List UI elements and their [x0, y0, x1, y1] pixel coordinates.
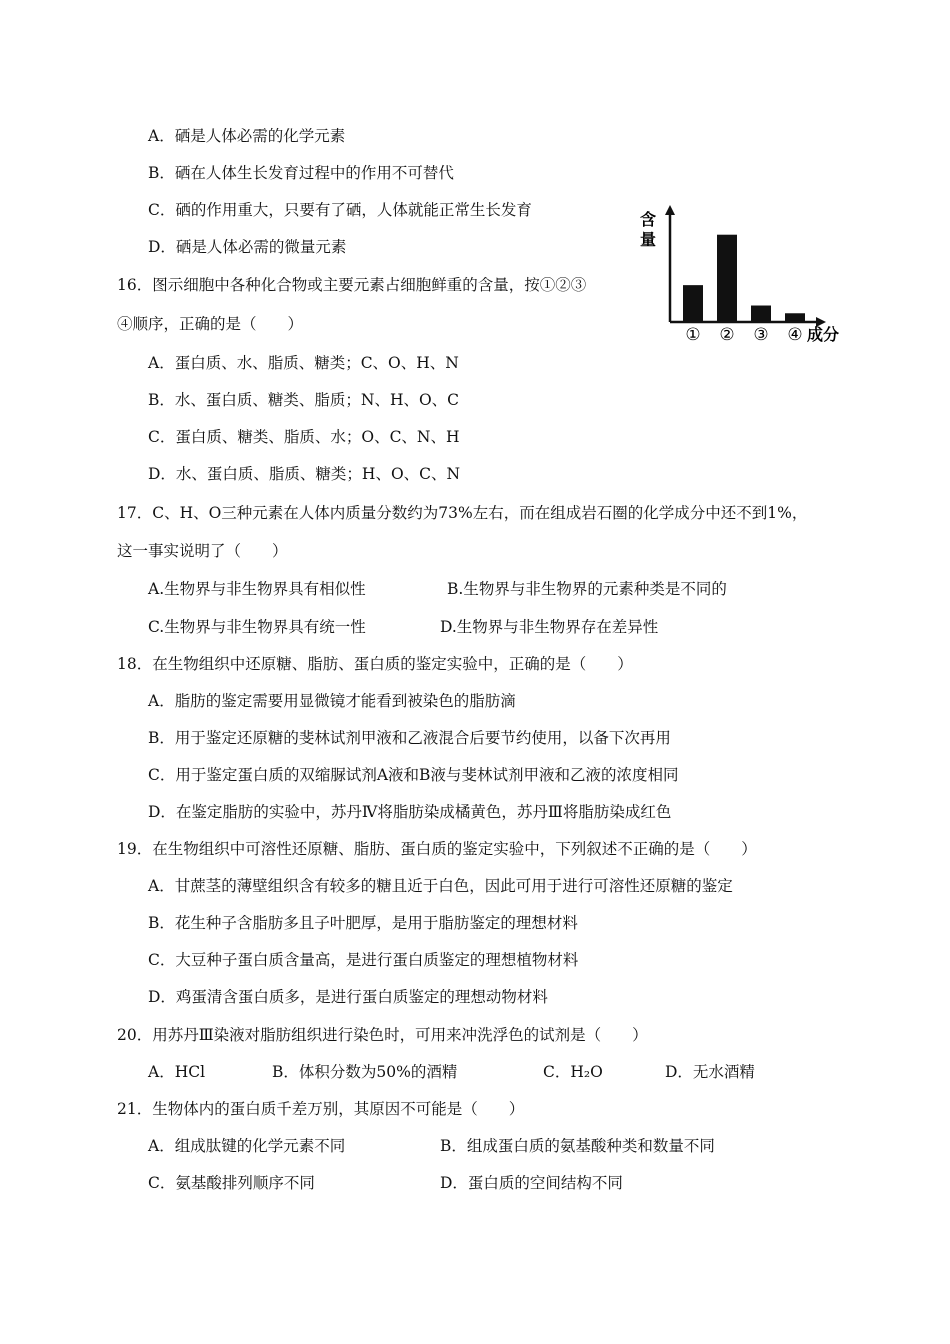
q19-stem: 19．在生物组织中可溶性还原糖、脂肪、蛋白质的鉴定实验中，下列叙述不正确的是（ ） — [117, 840, 757, 858]
y-axis-label-top: 含 — [640, 210, 657, 229]
q16-option-a: A．蛋白质、水、脂质、糖类；C、O、H、N — [148, 354, 459, 372]
q18-option-b: B．用于鉴定还原糖的斐林试剂甲液和乙液混合后要节约使用，以备下次再用 — [148, 729, 671, 747]
bar-1 — [683, 285, 703, 322]
q17-stem-line2: 这一事实说明了（ ） — [117, 542, 288, 560]
q21-option-b: B．组成蛋白质的氨基酸种类和数量不同 — [440, 1137, 715, 1155]
y-axis-arrow — [665, 205, 675, 215]
q21-option-c: C．氨基酸排列顺序不同 — [148, 1174, 315, 1192]
q20-option-b: B．体积分数为50%的酒精 — [272, 1063, 458, 1081]
q16-option-b: B．水、蛋白质、糖类、脂质；N、H、O、C — [148, 391, 460, 409]
y-axis-label-bottom: 量 — [640, 230, 657, 249]
x-tick-label-1: ① — [685, 325, 701, 345]
q17-option-c: C.生物界与非生物界具有统一性 — [148, 618, 366, 636]
q17-option-b: B.生物界与非生物界的元素种类是不同的 — [447, 580, 727, 598]
compound-content-bar-chart — [636, 205, 848, 355]
q15-option-d: D．硒是人体必需的微量元素 — [148, 238, 347, 256]
x-tick-label-3: ③ — [753, 325, 769, 345]
q19-option-c: C．大豆种子蛋白质含量高，是进行蛋白质鉴定的理想植物材料 — [148, 951, 579, 969]
q16-option-d: D．水、蛋白质、脂质、糖类；H、O、C、N — [148, 465, 461, 483]
q19-option-d: D．鸡蛋清含蛋白质多，是进行蛋白质鉴定的理想动物材料 — [148, 988, 548, 1006]
q18-option-d: D．在鉴定脂肪的实验中，苏丹Ⅳ将脂肪染成橘黄色，苏丹Ⅲ将脂肪染成红色 — [148, 803, 672, 821]
q19-option-a: A．甘蔗茎的薄壁组织含有较多的糖且近于白色，因此可用于进行可溶性还原糖的鉴定 — [148, 877, 733, 895]
q20-option-d: D．无水酒精 — [665, 1063, 755, 1081]
x-tick-label-4: ④ — [787, 325, 803, 345]
q15-option-b: B．硒在人体生长发育过程中的作用不可替代 — [148, 164, 454, 182]
q16-option-c: C．蛋白质、糖类、脂质、水；O、C、N、H — [148, 428, 460, 446]
q15-option-a: A．硒是人体必需的化学元素 — [148, 127, 346, 145]
q20-option-c: C．H₂O — [543, 1063, 603, 1081]
bar-3 — [751, 306, 771, 322]
q19-option-b: B．花生种子含脂肪多且子叶肥厚，是用于脂肪鉴定的理想材料 — [148, 914, 578, 932]
bar-4 — [785, 313, 805, 322]
q18-stem: 18．在生物组织中还原糖、脂肪、蛋白质的鉴定实验中，正确的是（ ） — [117, 655, 633, 673]
q16-stem-line2: ④顺序，正确的是（ ） — [117, 315, 304, 333]
q20-stem: 20．用苏丹Ⅲ染液对脂肪组织进行染色时，可用来冲洗浮色的试剂是（ ） — [117, 1026, 648, 1044]
x-tick-label-2: ② — [719, 325, 735, 345]
q17-stem-line1: 17．C、H、O三种元素在人体内质量分数约为73%左右，而在组成岩石圈的化学成分中还不到1%， — [117, 504, 808, 522]
q17-option-a: A.生物界与非生物界具有相似性 — [148, 580, 366, 598]
q20-option-a: A．HCl — [148, 1063, 206, 1081]
q16-stem-line1: 16．图示细胞中各种化合物或主要元素占细胞鲜重的含量，按①②③ — [117, 276, 587, 294]
q15-option-c: C．硒的作用重大，只要有了硒，人体就能正常生长发育 — [148, 201, 532, 219]
q21-option-a: A．组成肽键的化学元素不同 — [148, 1137, 346, 1155]
q21-option-d: D．蛋白质的空间结构不同 — [440, 1174, 623, 1192]
q18-option-a: A．脂肪的鉴定需要用显微镜才能看到被染色的脂肪滴 — [148, 692, 516, 710]
q21-stem: 21．生物体内的蛋白质千差万别，其原因不可能是（ ） — [117, 1100, 525, 1118]
q17-option-d: D.生物界与非生物界存在差异性 — [440, 618, 659, 636]
bar-2 — [717, 235, 737, 322]
x-axis-label: 成分 — [807, 325, 840, 344]
q18-option-c: C．用于鉴定蛋白质的双缩脲试剂A液和B液与斐林试剂甲液和乙液的浓度相同 — [148, 766, 679, 784]
